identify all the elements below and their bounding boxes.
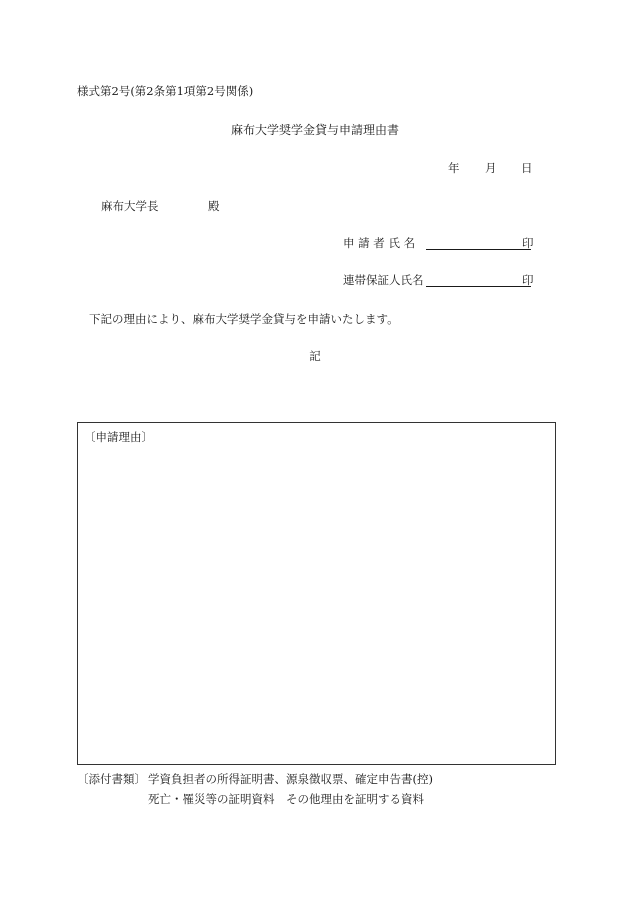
date-month: 月 [485, 161, 497, 175]
guarantor-name-field[interactable] [426, 286, 531, 287]
date-day: 日 [521, 161, 533, 175]
addressee-name: 麻布大学長 [101, 199, 159, 213]
application-statement: 下記の理由により、麻布大学奨学金貸与を申請いたします。 [89, 312, 399, 326]
reason-box-label: 〔申請理由〕 [84, 430, 153, 444]
guarantor-name-label: 連帯保証人氏名 [343, 273, 424, 287]
application-reason-box[interactable] [77, 422, 556, 765]
ki-heading: 記 [309, 349, 321, 363]
applicant-name-field[interactable] [426, 249, 531, 250]
form-number: 様式第2号(第2条第1項第2号関係) [77, 84, 254, 98]
attachments-label: 〔添付書類〕 [77, 772, 146, 786]
attachments-line-2: 死亡・罹災等の証明資料 その他理由を証明する資料 [148, 792, 424, 806]
applicant-seal-mark: 印 [522, 236, 534, 250]
guarantor-seal-mark: 印 [522, 273, 534, 287]
addressee [101, 199, 220, 213]
document-title: 麻布大学奨学金貸与申請理由書 [230, 123, 399, 137]
date-year: 年 [448, 161, 460, 175]
addressee-honorific: 殿 [208, 199, 220, 213]
attachments-line-1: 学資負担者の所得証明書、源泉徴収票、確定申告書(控) [148, 772, 433, 786]
applicant-name-label: 申 請 者 氏 名 [343, 236, 416, 250]
